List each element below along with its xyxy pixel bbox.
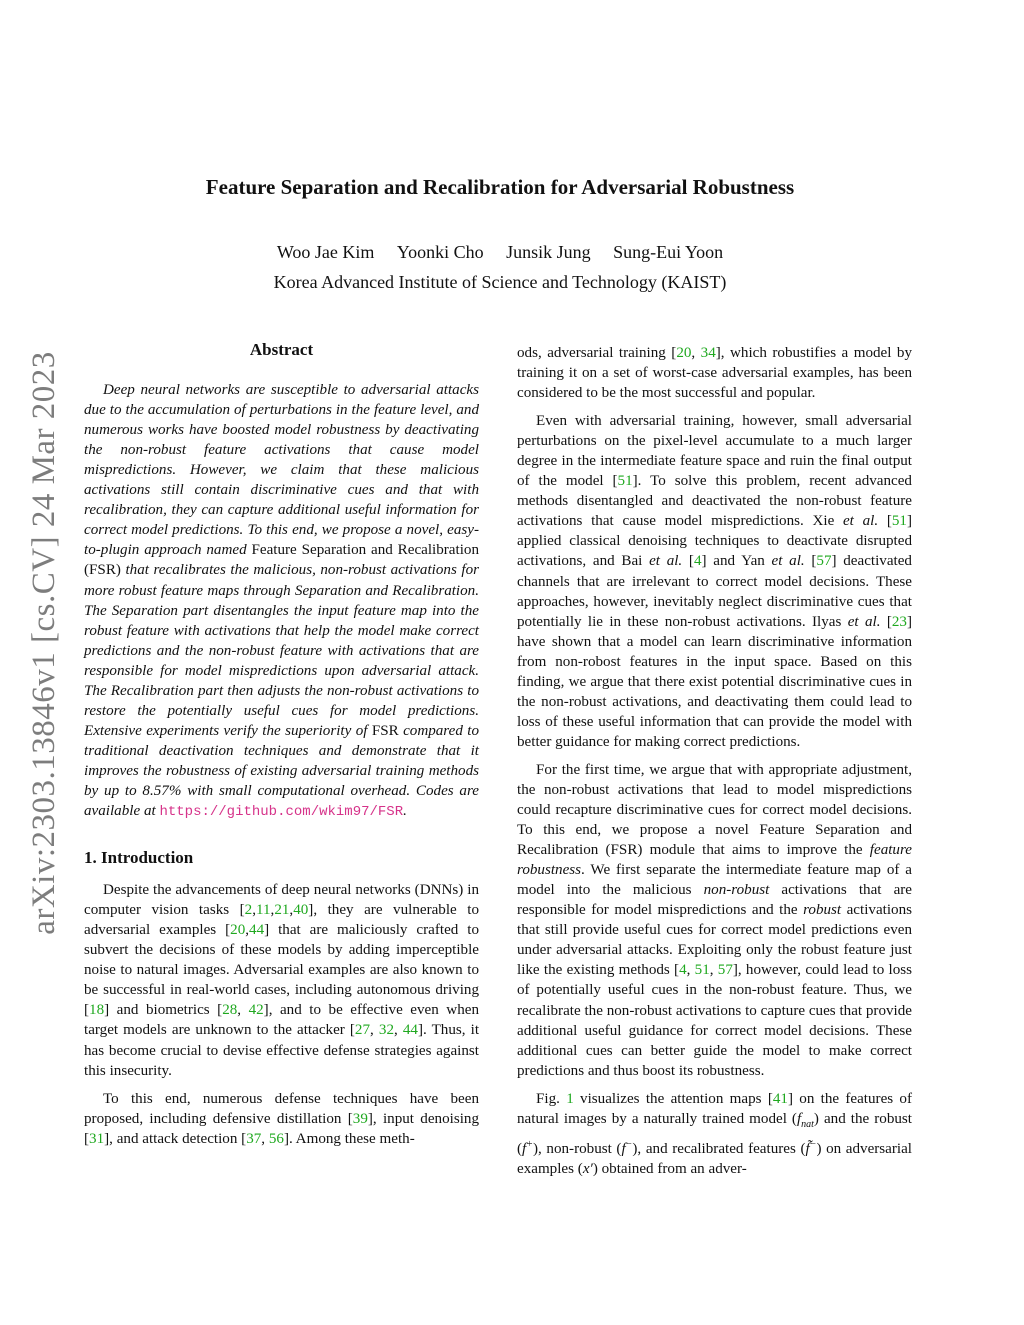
citation-link[interactable]: 39 (352, 1110, 368, 1127)
text-run: ], and attack detection [ (104, 1130, 247, 1147)
math-script: − (809, 1138, 817, 1150)
citation-link[interactable]: 51 (617, 473, 633, 490)
citation-link[interactable]: 34 (700, 345, 716, 361)
math-script: − (625, 1138, 633, 1150)
emphasis: et al. (847, 613, 881, 630)
math-script: nat (801, 1118, 814, 1130)
text-run: ], and to be effective even when target models are unknown to the attacker [ (84, 1002, 479, 1039)
math-symbol: f (621, 1140, 626, 1157)
text-run: [ (880, 613, 892, 630)
text-run: ]. To solve this problem, recent advanced methods disentangled and deactivated the non-robust feature activations that cause model mispredictions. Xie (517, 473, 912, 530)
body-paragraph (517, 343, 912, 403)
body-paragraph (84, 1089, 479, 1149)
math-symbol: f̃ (805, 1140, 810, 1157)
author-name: Sung-Eui Yoon (613, 242, 724, 262)
citation-link[interactable]: 18 (89, 1002, 105, 1019)
author-name: Junsik Jung (506, 242, 591, 262)
citation-link[interactable]: 57 (816, 553, 832, 570)
affiliation: Korea Advanced Institute of Science and Technology (KAIST) (273, 272, 727, 292)
text-run: ]. Among these meth- (283, 1130, 415, 1147)
citation-link[interactable]: 51 (694, 962, 710, 979)
text-run: visualizes the attention maps [ (573, 1090, 773, 1107)
paper-title: Feature Separation and Recalibration for Adversarial Robustness (205, 175, 795, 199)
emphasis: et al. (842, 513, 879, 530)
citation-link[interactable]: 56 (268, 1130, 284, 1147)
text-run: ] applied classical denoising techniques to deactivate disrupted activations, and Bai (517, 513, 912, 570)
text-run: ], which robustifies a model by training it on a set of worst-case adversarial examples, has been considered to be the most successful and popular. (517, 345, 912, 402)
citation-link[interactable]: 11 (256, 902, 271, 919)
text-run: , (245, 922, 250, 939)
text-run: To this end, numerous defense techniques have been proposed, including defensive distillation [ (84, 1090, 479, 1127)
math-symbol: x′ (582, 1160, 593, 1177)
text-run: , (261, 1130, 269, 1147)
citation-link[interactable]: 4 (693, 553, 702, 570)
text-run: ], they are vulnerable to adversarial examples [ (84, 902, 480, 939)
text-run: , (686, 962, 695, 979)
author-list (0, 242, 1000, 263)
text-run: , (393, 1022, 403, 1039)
text-run: , (709, 962, 718, 979)
citation-link[interactable]: 20 (676, 345, 692, 361)
emphasis: et al. (771, 553, 805, 570)
citation-link[interactable]: 28 (222, 1002, 238, 1019)
citation-link[interactable]: 44 (249, 922, 265, 939)
body-paragraph (517, 760, 912, 1081)
body-paragraph (517, 411, 912, 752)
citation-link[interactable]: 21 (274, 902, 290, 919)
text-run: [ (682, 553, 694, 570)
text-run: ] and biometrics [ (104, 1002, 223, 1019)
citation-link[interactable]: 42 (248, 1002, 264, 1019)
text-run: , (252, 902, 256, 919)
citation-link[interactable]: 4 (679, 962, 687, 979)
citation-link[interactable]: 1 (566, 1090, 574, 1107)
text-run: , (289, 902, 294, 919)
text-run: ) and the robust ( (517, 1110, 912, 1157)
citation-link[interactable]: 2 (244, 902, 253, 919)
emphasis: feature robustness (517, 842, 912, 879)
text-run: ods, adversarial training [ (517, 345, 677, 361)
citation-link[interactable]: 41 (772, 1090, 788, 1107)
text-run: ] on the features of natural images by a naturally trained model ( (517, 1090, 913, 1127)
text-run: Despite the advancements of deep neural networks (DNNs) in computer vision tasks [ (84, 882, 479, 919)
left-column (84, 340, 479, 1149)
text-run: ] have shown that a model can learn discriminative information from non-robost features in the input space. Based on this finding, we argue that there exist potential discriminative cues in the non-robust activations, and deactivating them could lead to loss of these useful information that can provide the model with better guidance for making correct predictions. (517, 613, 912, 750)
citation-link[interactable]: 23 (891, 613, 907, 630)
text-run: activations that are responsible for model mispredictions and the (517, 882, 912, 919)
abstract-paragraph: Deep neural networks are susceptible to adversarial attacks due to the accumulation of perturbations in the feature level, and numerous works have boosted model robustness by deactivating the non-robust feature activations that cause model mispredictions. However, we claim that these malicious activations still contain discriminative cues and that with recalibration, they can capture additional useful information for correct model predictions. To this end, we propose a novel, easy-to-plugin approach named Feature Separation and Recalibration (FSR) that recalibrates the malicious, non-robust activations for more robust feature maps through Separation and Recalibration. The Separation part disentangles the input feature map into the robust feature with activations that help the model make correct predictions and the non-robust feature with activations that are responsible for model mispredictions upon adversarial attack. The Recalibration part then adjusts the non-robust activations to restore the potentially useful cues for model predictions. Extensive experiments verify the superiority of FSR compared to traditional deactivation techniques and demonstrate that it improves the robustness of existing adversarial training methods by up to 8.57% with small computational overhead. Codes are available at https://github.com/wkim97/FSR. (84, 382, 479, 821)
body-paragraph (517, 1089, 912, 1179)
section-heading: 1. Introduction (84, 848, 194, 868)
text-run: Fig. (536, 1090, 567, 1107)
citation-link[interactable]: 40 (293, 902, 309, 919)
text-run: ), and recalibrated features ( (632, 1140, 806, 1157)
text-run: ) obtained from an adver- (592, 1160, 747, 1177)
author-name: Yoonki Cho (396, 242, 484, 262)
text-run: , (691, 345, 701, 361)
citation-link[interactable]: 51 (891, 513, 907, 530)
citation-link[interactable]: 32 (378, 1022, 394, 1039)
citation-link[interactable]: 37 (246, 1130, 262, 1147)
abstract-heading: Abstract (249, 340, 314, 359)
math-symbol: f (796, 1110, 802, 1127)
math-script: + (526, 1138, 533, 1150)
citation-link[interactable]: 27 (354, 1022, 371, 1039)
author-name: Woo Jae Kim (276, 242, 375, 262)
text-run: Even with adversarial training, however, small adversarial perturbations on the pixel-level accumulate to a much larger degree in the intermediate feature space and ruin the final output of the model [ (517, 413, 912, 490)
text-run: ) on adversarial examples ( (517, 1140, 912, 1177)
text-run: , (237, 1002, 249, 1019)
citation-link[interactable]: 20 (230, 922, 246, 939)
text-run: ] that are maliciously crafted to subvert the decisions of these models by adding imperceptible noise to natural images. Adversarial examples are also known to be successful in real-world cases, including autonomous driving [ (84, 922, 480, 1019)
arxiv-stamp: arXiv:2303.13846v1 [cs.CV] 24 Mar 2023 (26, 351, 62, 935)
citation-link[interactable]: 57 (717, 962, 733, 979)
emphasis: robust (803, 902, 842, 919)
citation-link[interactable]: 44 (402, 1022, 418, 1039)
text-run: ]. Thus, it has become crucial to devise effective defense strategies against this insecurity. (84, 1022, 480, 1079)
text-run: ), non-robust ( (532, 1140, 622, 1157)
text-run: ] and Yan (701, 553, 772, 570)
text-run: ], input denoising [ (84, 1110, 479, 1147)
code-link[interactable]: https://github.com/wkim97/FSR (159, 804, 404, 821)
emphasis: non-robust (703, 882, 770, 899)
text-run: activations that still provide useful cues for correct model predictions even under adversarial attacks. Exploiting only the robust feature just like the existing methods [ (517, 902, 912, 979)
emphasis: et al. (649, 553, 683, 570)
right-column (517, 343, 912, 1179)
text-run: [ (878, 513, 892, 530)
text-run: , (370, 1022, 379, 1039)
citation-link[interactable]: 31 (89, 1130, 105, 1147)
body-paragraph (84, 880, 479, 1080)
text-run: ] deactivated channels that are irrelevant to correct model decisions. These approaches, however, inevitably neglect discriminative cues that potentially lie in these non-robust activations. Ilyas (517, 553, 912, 630)
text-run: , (270, 902, 275, 919)
text-run: [ (804, 553, 817, 570)
text-run: ], however, could lead to loss of potentially useful cues in the non-robust feature. Thus, we recalibrate the non-robust activations to capture cues that provide additional useful guidance for correct model decisions. These additional cues can better guide the model to make correct predictions and thus boost its robustness. (517, 962, 912, 1079)
text-run: For the first time, we argue that with appropriate adjustment, the non-robust activations that lead to model mispredictions could recapture discriminative cues for correct model decisions. To this end, we propose a novel Feature Separation and Recalibration (FSR) module that aims to improve the (517, 761, 912, 859)
text-run: . We first separate the intermediate feature map of a model into the malicious (517, 862, 912, 899)
math-symbol: f (522, 1140, 527, 1157)
